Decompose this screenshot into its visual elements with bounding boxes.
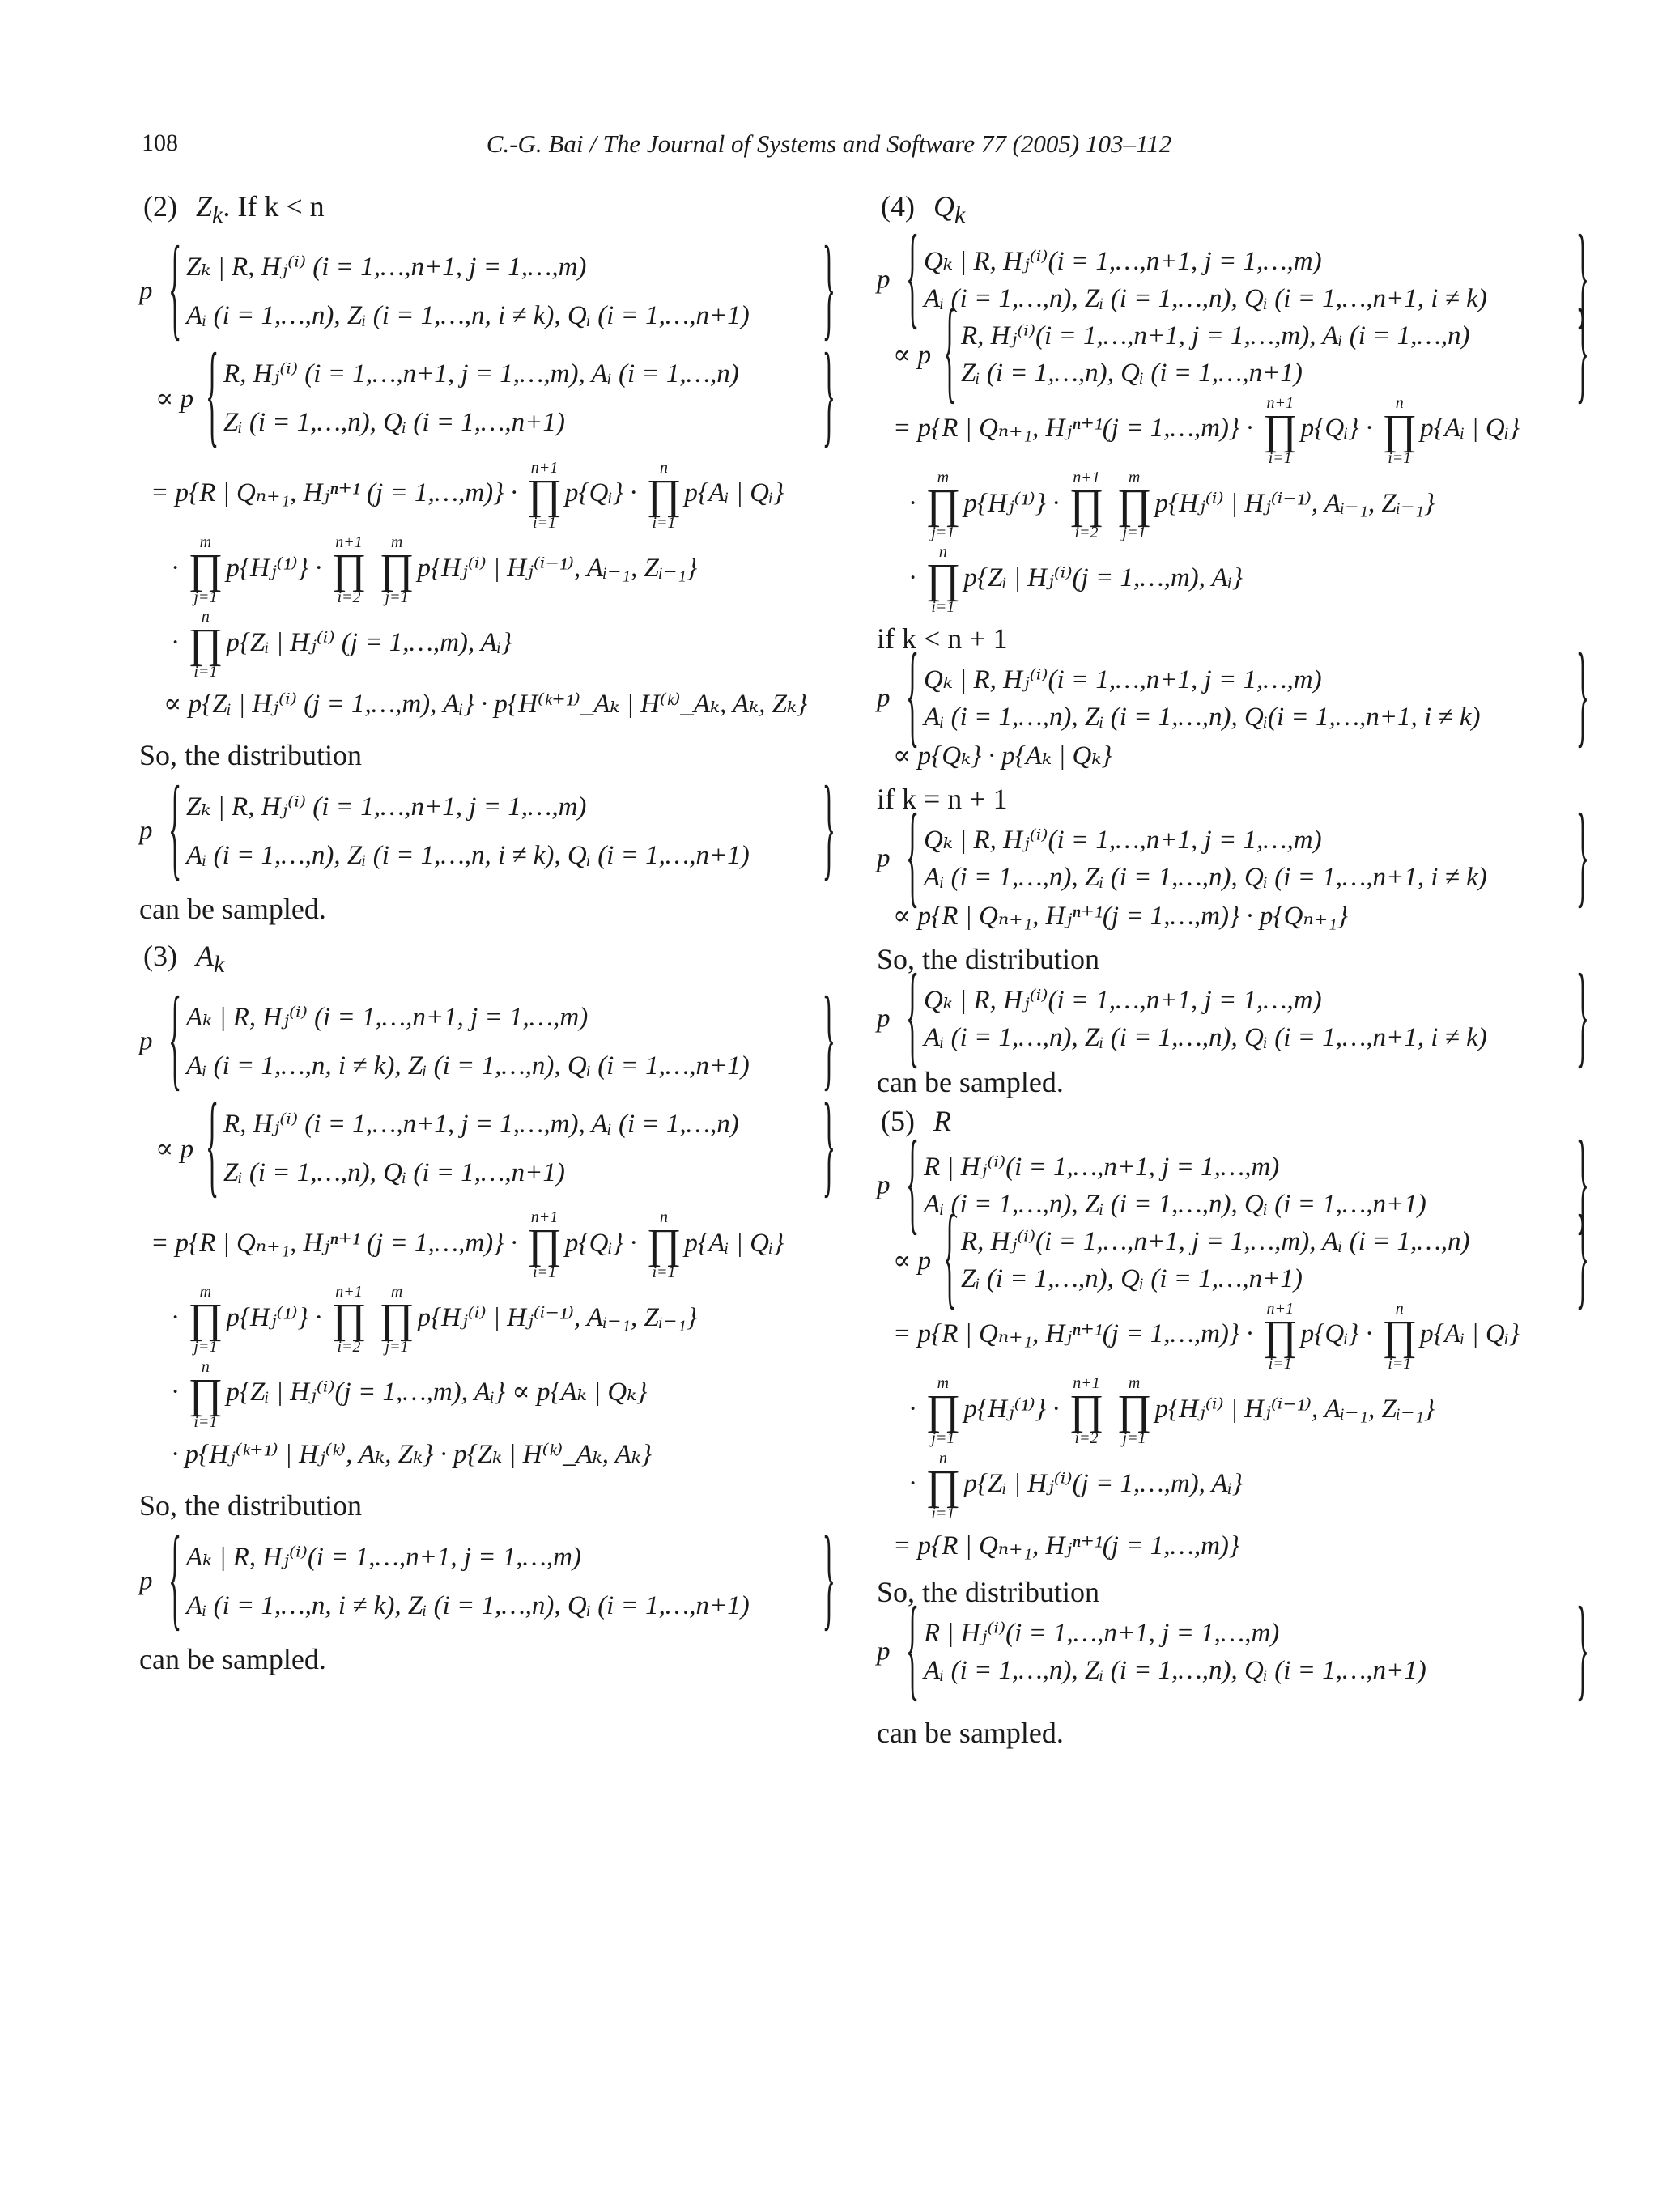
section-heading-zk: (2) $Z_k$. If k < n bbox=[143, 190, 325, 229]
equation-product-h-r: · m ∏ j=1 p{Hⱼ⁽¹⁾} · n+1 ∏ i=2 m ∏ j=1 p{Hⱼ⁽ⁱ⁾ | Hⱼ⁽ⁱ⁻¹⁾, Aᵢ₋₁, Zᵢ₋₁} bbox=[909, 1374, 1435, 1448]
equation-proportional-zk: ∝ p { R, Hⱼ⁽ⁱ⁾ (i = 1,…,n+1, j = 1,…,m), Aᵢ (i = 1,…,n) Zᵢ (i = 1,…,n), Qᵢ (i = 1,…,n+1) } bbox=[155, 350, 835, 447]
page-header bbox=[142, 129, 1516, 178]
equation-conditional-r: p { R | Hⱼ⁽ⁱ⁾(i = 1,…,n+1, j = 1,…,m) Aᵢ (i = 1,…,n), Zᵢ (i = 1,…,n), Qᵢ (i = 1,…,n+1) } bbox=[877, 1148, 1589, 1223]
equation-conditional-qk: p { Qₖ | R, Hⱼ⁽ⁱ⁾(i = 1,…,n+1, j = 1,…,m) Aᵢ (i = 1,…,n), Zᵢ (i = 1,…,n), Qᵢ (i = 1,…,n+1, i ≠ k) } bbox=[877, 243, 1589, 317]
paragraph-so-distribution-4: So, the distribution bbox=[877, 1575, 1100, 1608]
equation-conditional-ak: p { Aₖ | R, Hⱼ⁽ⁱ⁾ (i = 1,…,n+1, j = 1,…,m) Aᵢ (i = 1,…,n, i ≠ k), Zᵢ (i = 1,…,n), Qᵢ (i = 1,…,n+1) } bbox=[139, 993, 835, 1090]
left-column bbox=[139, 182, 835, 1687]
equation-result-qk-case1: ∝ p{Qₖ} · p{Aₖ | Qₖ} bbox=[893, 741, 1112, 771]
equation-product-z: · n ∏ i=1 p{Zᵢ | Hⱼ⁽ⁱ⁾ (j = 1,…,m), Aᵢ} bbox=[172, 608, 512, 681]
equation-conditional-qk-case2: p { Qₖ | R, Hⱼ⁽ⁱ⁾(i = 1,…,n+1, j = 1,…,m) Aᵢ (i = 1,…,n), Zᵢ (i = 1,…,n), Qᵢ (i = 1,…,n+1, i ≠ k) } bbox=[877, 822, 1589, 896]
equation-product-expansion-r: = p{R | Qₙ₊₁, Hⱼⁿ⁺¹(j = 1,…,m)} · n+1 ∏ i=1 p{Qᵢ} · n ∏ i=1 p{Aᵢ | Qᵢ} bbox=[893, 1299, 1520, 1373]
equation-product-h: · m ∏ j=1 p{Hⱼ⁽¹⁾} · n+1 ∏ i=2 m ∏ j=1 p{Hⱼ⁽ⁱ⁾ | Hⱼ⁽ⁱ⁻¹⁾, Aᵢ₋₁, Zᵢ₋₁} bbox=[172, 533, 698, 607]
paragraph-can-be-sampled-3: can be sampled. bbox=[877, 1066, 1064, 1099]
equation-product-z-r: · n ∏ i=1 p{Zᵢ | Hⱼ⁽ⁱ⁾(j = 1,…,m), Aᵢ} bbox=[909, 1449, 1244, 1522]
equation-product-z-qk: · n ∏ i=1 p{Zᵢ | Hⱼ⁽ⁱ⁾(j = 1,…,m), Aᵢ} bbox=[909, 543, 1244, 617]
equation-distribution-ak: p { Aₖ | R, Hⱼ⁽ⁱ⁾(i = 1,…,n+1, j = 1,…,m) Aᵢ (i = 1,…,n, i ≠ k), Zᵢ (i = 1,…,n), Qᵢ (i = 1,…,n+1) } bbox=[139, 1533, 835, 1630]
equation-proportional-ak: ∝ p { R, Hⱼ⁽ⁱ⁾ (i = 1,…,n+1, j = 1,…,m), Aᵢ (i = 1,…,n) Zᵢ (i = 1,…,n), Qᵢ (i = 1,…,n+1) } bbox=[155, 1100, 835, 1197]
condition-k-less-n-plus-1: if k < n + 1 bbox=[877, 622, 1008, 656]
equation-distribution-zk: p { Zₖ | R, Hⱼ⁽ⁱ⁾ (i = 1,…,n+1, j = 1,…,m) Aᵢ (i = 1,…,n), Zᵢ (i = 1,…,n, i ≠ k), Qᵢ (i = 1,…,n+1) } bbox=[139, 783, 835, 880]
equation-distribution-r: p { R | Hⱼ⁽ⁱ⁾(i = 1,…,n+1, j = 1,…,m) Aᵢ (i = 1,…,n), Zᵢ (i = 1,…,n), Qᵢ (i = 1,…,n+1) } bbox=[877, 1615, 1589, 1689]
section-heading-qk: (4) $Q_k$ bbox=[881, 190, 966, 229]
equation-conditional-qk-case1: p { Qₖ | R, Hⱼ⁽ⁱ⁾(i = 1,…,n+1, j = 1,…,m) Aᵢ (i = 1,…,n), Zᵢ (i = 1,…,n), Qᵢ(i = 1,…,n+1, i ≠ k) } bbox=[877, 661, 1589, 736]
condition-k-equals-n-plus-1: if k = n + 1 bbox=[877, 783, 1008, 816]
paragraph-can-be-sampled-2: can be sampled. bbox=[139, 1642, 326, 1675]
equation-product-z-ak: · n ∏ i=1 p{Zᵢ | Hⱼ⁽ⁱ⁾(j = 1,…,m), Aᵢ} ∝ p{Aₖ | Qₖ} bbox=[172, 1357, 648, 1431]
equation-result-qk-case2: ∝ p{R | Qₙ₊₁, Hⱼⁿ⁺¹(j = 1,…,m)} · p{Qₙ₊₁} bbox=[893, 902, 1348, 932]
section-heading-r: (5) R bbox=[881, 1105, 951, 1138]
equation-proportional-r: ∝ p { R, Hⱼ⁽ⁱ⁾(i = 1,…,n+1, j = 1,…,m), Aᵢ (i = 1,…,n) Zᵢ (i = 1,…,n), Qᵢ (i = 1,…,n+1) } bbox=[893, 1223, 1589, 1297]
equation-product-expansion: = p{R | Qₙ₊₁, Hⱼⁿ⁺¹ (j = 1,…,m)} · n+1 ∏ i=1 p{Qᵢ} · n ∏ i=1 p{Aᵢ | Qᵢ} bbox=[151, 458, 784, 532]
paragraph-so-distribution: So, the distribution bbox=[139, 739, 363, 772]
equation-product-h-ak: · m ∏ j=1 p{Hⱼ⁽¹⁾} · n+1 ∏ i=2 m ∏ j=1 p{Hⱼ⁽ⁱ⁾ | Hⱼ⁽ⁱ⁻¹⁾, Aᵢ₋₁, Zᵢ₋₁} bbox=[172, 1283, 698, 1356]
equation-proportional-qk: ∝ p { R, Hⱼ⁽ⁱ⁾(i = 1,…,n+1, j = 1,…,m), Aᵢ (i = 1,…,n) Zᵢ (i = 1,…,n), Qᵢ (i = 1,…,n+1) } bbox=[893, 317, 1589, 392]
equation-conditional-zk: p { Zₖ | R, Hⱼ⁽ⁱ⁾ (i = 1,…,n+1, j = 1,…,m) Aᵢ (i = 1,…,n), Zᵢ (i = 1,…,n, i ≠ k), Qᵢ (i = 1,…,n+1) } bbox=[139, 243, 835, 340]
running-head: C.-G. Bai / The Journal of Systems and Software 77 (2005) 103–112 bbox=[486, 129, 1172, 158]
paragraph-so-distribution-3: So, the distribution bbox=[877, 943, 1100, 976]
section-heading-ak: (3) $A_k$ bbox=[143, 940, 225, 979]
paragraph-so-distribution-2: So, the distribution bbox=[139, 1488, 363, 1522]
equation-product-expansion-qk: = p{R | Qₙ₊₁, Hⱼⁿ⁺¹(j = 1,…,m)} · n+1 ∏ i=1 p{Qᵢ} · n ∏ i=1 p{Aᵢ | Qᵢ} bbox=[893, 393, 1520, 467]
equation-result-zk: ∝ p{Zᵢ | Hⱼ⁽ⁱ⁾ (j = 1,…,m), Aᵢ} · p{H⁽ᵏ⁺¹⁾_Aₖ | H⁽ᵏ⁾_Aₖ, Aₖ, Zₖ} bbox=[164, 690, 808, 720]
paragraph-can-be-sampled-4: can be sampled. bbox=[877, 1716, 1064, 1749]
equation-distribution-qk: p { Qₖ | R, Hⱼ⁽ⁱ⁾(i = 1,…,n+1, j = 1,…,m) Aᵢ (i = 1,…,n), Zᵢ (i = 1,…,n), Qᵢ (i = 1,…,n+1, i ≠ k) } bbox=[877, 982, 1589, 1056]
right-column bbox=[877, 182, 1589, 1760]
equation-result-r: = p{R | Qₙ₊₁, Hⱼⁿ⁺¹(j = 1,…,m)} bbox=[893, 1531, 1240, 1560]
paragraph-can-be-sampled: can be sampled. bbox=[139, 893, 326, 926]
page-number: 108 bbox=[142, 129, 178, 156]
equation-product-h-qk: · m ∏ j=1 p{Hⱼ⁽¹⁾} · n+1 ∏ i=2 m ∏ j=1 p{Hⱼ⁽ⁱ⁾ | Hⱼ⁽ⁱ⁻¹⁾, Aᵢ₋₁, Zᵢ₋₁} bbox=[909, 469, 1435, 542]
equation-result-ak: · p{Hⱼ⁽ᵏ⁺¹⁾ | Hⱼ⁽ᵏ⁾, Aₖ, Zₖ} · p{Zₖ | H⁽ᵏ⁾_Aₖ, Aₖ} bbox=[172, 1439, 653, 1469]
equation-product-expansion-ak: = p{R | Qₙ₊₁, Hⱼⁿ⁺¹ (j = 1,…,m)} · n+1 ∏ i=1 p{Qᵢ} · n ∏ i=1 p{Aᵢ | Qᵢ} bbox=[151, 1208, 784, 1282]
